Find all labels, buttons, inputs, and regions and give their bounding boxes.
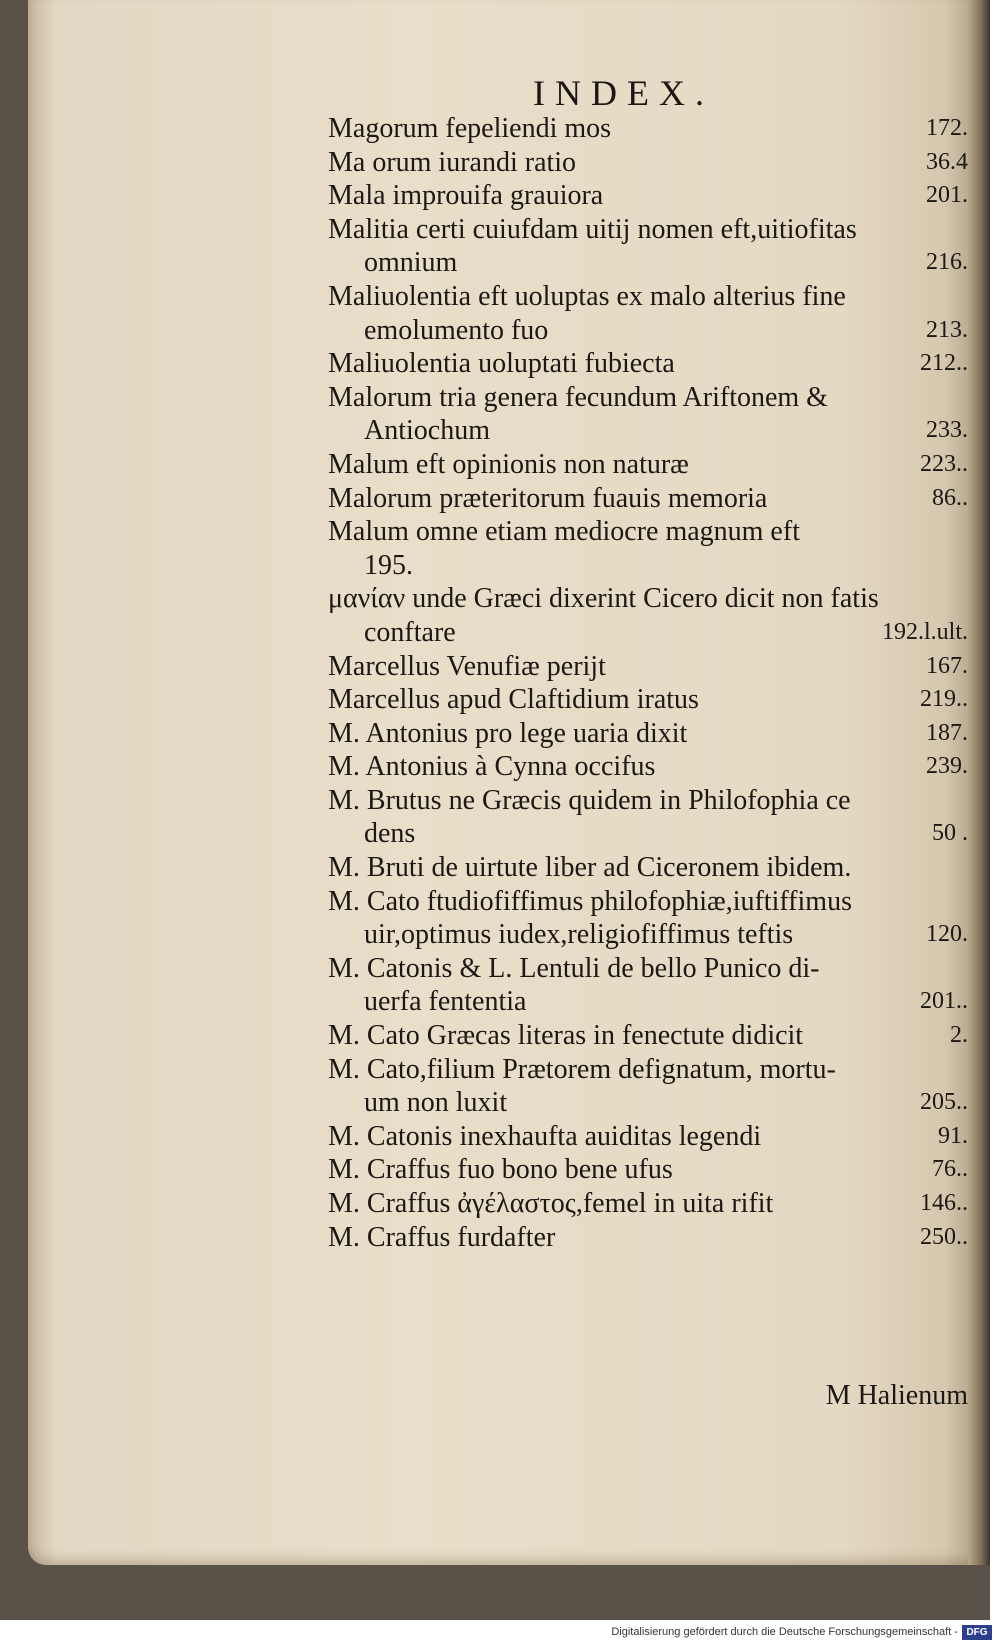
entry-text: conftare — [364, 616, 456, 648]
index-entry — [328, 314, 968, 348]
footer-credit: Digitalisierung gefördert durch die Deutsche Forschungsgemeinschaft - — [611, 1626, 958, 1638]
entry-page-ref: 192.l.ult. — [881, 618, 968, 645]
index-entry — [328, 1019, 968, 1053]
index-entry — [328, 918, 968, 952]
index-entry — [328, 885, 968, 919]
entry-text: M. Cato,filium Prætorem defignatum, mortu- — [328, 1053, 836, 1085]
index-entry — [328, 1086, 968, 1120]
index-entry — [328, 1053, 968, 1087]
index-entry — [328, 985, 968, 1019]
entry-text: Mala improuifa grauiora — [328, 180, 604, 212]
entry-text: Antiochum — [364, 415, 490, 447]
entry-page-ref: 86.. — [932, 484, 968, 511]
entry-page-ref: 216. — [926, 249, 968, 276]
entry-text: Maliuolentia uoluptati fubiecta — [328, 348, 675, 380]
index-entry — [328, 750, 968, 784]
index-entry — [328, 213, 968, 247]
entry-page-ref: 201. — [926, 182, 968, 209]
entry-text: M. Brutus ne Græcis quidem in Philofophia ce — [328, 784, 851, 816]
index-entry — [328, 1120, 968, 1154]
entry-text: emolumento fuo — [364, 314, 549, 346]
entry-text: um non luxit — [364, 1087, 508, 1119]
entry-text: M. Catonis inexhaufta auiditas legendi — [328, 1120, 762, 1152]
entry-page-ref: 76.. — [932, 1156, 968, 1183]
entry-text: Ma orum iurandi ratio — [328, 146, 577, 178]
entry-text: μανίαν unde Græci dixerint Cicero dicit non fatis — [328, 583, 879, 615]
entry-text: M. Craffus furdafter — [328, 1221, 556, 1253]
index-entry — [328, 482, 968, 516]
entry-page-ref: 239. — [926, 753, 968, 780]
entry-page-ref: 172. — [926, 115, 968, 141]
entry-text: M. Cato Græcas literas in fenectute didicit — [328, 1020, 804, 1052]
entry-page-ref: 223.. — [920, 450, 968, 477]
index-entry — [328, 683, 968, 717]
page-edge — [968, 0, 990, 1565]
entry-page-ref: 201.. — [920, 988, 968, 1015]
entry-text: Malitia certi cuiufdam uitij nomen eft,uitiofitas — [328, 213, 857, 245]
entry-page-ref: 213. — [926, 316, 968, 343]
entry-page-ref: 50 . — [932, 820, 968, 847]
entry-page-ref: 187. — [926, 719, 968, 746]
entry-page-ref: 167. — [926, 652, 968, 679]
index-entry — [328, 347, 968, 381]
entry-page-ref: 233. — [926, 417, 968, 444]
index-entry — [328, 784, 968, 818]
index-entry — [328, 414, 968, 448]
index-entry — [328, 717, 968, 751]
entry-text: Malorum tria genera fecundum Ariftonem & — [328, 381, 828, 413]
entry-text: Marcellus apud Claftidium iratus — [328, 684, 699, 716]
index-entry — [328, 1153, 968, 1187]
index-entry — [328, 381, 968, 415]
index-entry — [328, 549, 968, 583]
entry-page-ref: 91. — [938, 1122, 968, 1149]
entry-page-ref: 205.. — [920, 1089, 968, 1116]
index-entry — [328, 817, 968, 851]
index-entry — [328, 112, 968, 146]
entry-text: M. Bruti de uirtute liber ad Ciceronem ibidem. — [328, 852, 852, 884]
index-entry — [328, 1187, 968, 1221]
index-entry — [328, 952, 968, 986]
catchword: M Halienum — [825, 1380, 968, 1411]
entry-text: M. Antonius à Cynna occifus — [328, 751, 656, 783]
index-entry — [328, 851, 968, 885]
entry-text: Magorum fepeliendi mos — [328, 113, 612, 144]
dfg-logo: DFG — [962, 1625, 992, 1640]
entry-text: dens — [364, 818, 416, 850]
index-entry — [328, 146, 968, 180]
entry-page-ref: 219.. — [920, 686, 968, 713]
entry-text: Marcellus Venufiæ perijt — [328, 650, 606, 682]
entry-page-ref: 212.. — [920, 350, 968, 377]
entry-page-ref: 250.. — [920, 1223, 968, 1250]
index-entry — [328, 448, 968, 482]
footer-bar — [0, 1622, 1000, 1646]
entry-text: Malorum præteritorum fuauis memoria — [328, 482, 768, 514]
entry-text: Malum omne etiam mediocre magnum eft — [328, 516, 800, 548]
book-page — [28, 0, 983, 1565]
entry-text: uerfa fententia — [364, 986, 527, 1018]
running-head: INDEX. — [533, 73, 714, 113]
index-entry — [328, 246, 968, 280]
entry-page-ref: 2. — [950, 1022, 968, 1049]
index-entry — [328, 179, 968, 213]
entry-text: M. Craffus ἀγέλαστος,femel in uita rifit — [328, 1188, 774, 1219]
index-entry — [328, 280, 968, 314]
entry-text: M. Cato ftudiofiffimus philofophiæ,iuftiffimus — [328, 885, 852, 917]
entry-text: M. Antonius pro lege uaria dixit — [328, 717, 688, 749]
entry-page-ref: 146.. — [920, 1190, 968, 1216]
entry-text: uir,optimus iudex,religiofiffimus teftis — [364, 919, 794, 951]
entry-page-ref: 36.4 — [926, 148, 968, 175]
index-entry — [328, 616, 968, 650]
entry-text: omnium — [364, 247, 458, 279]
entry-text: Malum eft opinionis non naturæ — [328, 448, 689, 480]
index-entry — [328, 650, 968, 684]
index-entry — [328, 582, 968, 616]
entry-text: Maliuolentia eft uoluptas ex malo alterius fine — [328, 280, 846, 312]
entry-text: M. Craffus fuo bono bene ufus — [328, 1154, 673, 1186]
entry-text: M. Catonis & L. Lentuli de bello Punico di- — [328, 952, 820, 984]
index-entries — [328, 112, 968, 1411]
entry-page-ref: 120. — [926, 921, 968, 948]
entry-text: 195. — [364, 549, 413, 581]
index-entry — [328, 515, 968, 549]
index-entry — [328, 1221, 968, 1255]
